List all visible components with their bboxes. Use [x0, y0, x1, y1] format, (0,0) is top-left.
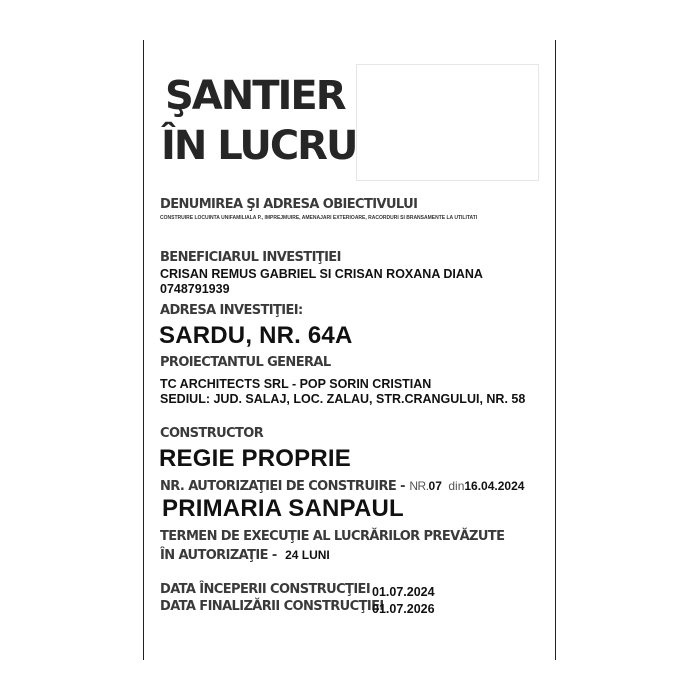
logo-placeholder — [356, 64, 539, 181]
designer-seat: SEDIUL: JUD. SALAJ, LOC. ZALAU, STR.CRANGULUI, NR. 58 — [160, 392, 526, 406]
beneficiary-label: BENEFICIARUL INVESTIŢIEI — [160, 250, 341, 265]
address-label: ADRESA INVESTIŢIEI: — [160, 303, 303, 318]
term-line2 — [160, 546, 330, 564]
permit-date-prefix: din — [448, 479, 465, 493]
start-date-value: 01.07.2024 — [372, 585, 435, 599]
permit-number: 07 — [428, 479, 442, 493]
permit-line — [160, 477, 524, 495]
end-date-value: 01.07.2026 — [372, 602, 435, 616]
beneficiary-name: CRISAN REMUS GABRIEL SI CRISAN ROXANA DIANA — [160, 267, 483, 281]
start-date-label: DATA ÎNCEPERII CONSTRUCŢIEI — [160, 582, 371, 597]
sign-title-line1: ŞANTIER — [165, 73, 345, 119]
end-date-label: DATA FINALIZĂRII CONSTRUCŢIEI — [160, 599, 384, 614]
sign-title-line2: ÎN LUCRU — [161, 123, 357, 169]
permit-nr-prefix: NR. — [409, 479, 429, 493]
designer-label: PROIECTANTUL GENERAL — [160, 355, 331, 370]
term-value: 24 LUNI — [285, 548, 330, 562]
term-label-line1: TERMEN DE EXECUŢIE AL LUCRĂRILOR PREVĂZUTE — [160, 529, 505, 544]
constructor-value: REGIE PROPRIE — [159, 445, 351, 472]
construction-site-sign — [143, 40, 556, 660]
objective-value: CONSTRUIRE LOCUINTA UNIFAMILIALA P., IMPREJMUIRE, AMENAJARI EXTERIOARE, RACORDURI SI BRANSAMENTE LA UTILITATI — [160, 215, 478, 221]
constructor-label: CONSTRUCTOR — [160, 426, 264, 441]
address-value: SARDU, NR. 64A — [159, 322, 353, 349]
objective-label: DENUMIREA ŞI ADRESA OBIECTIVULUI — [160, 197, 418, 212]
term-label-line2: ÎN AUTORIZAŢIE - — [160, 548, 277, 563]
beneficiary-phone: 0748791939 — [160, 282, 230, 296]
permit-label: NR. AUTORIZAŢIEI DE CONSTRUIRE - — [160, 479, 405, 494]
designer-name: TC ARCHITECTS SRL - POP SORIN CRISTIAN — [160, 377, 432, 391]
permit-date: 16.04.2024 — [464, 479, 525, 493]
permit-issuer: PRIMARIA SANPAUL — [162, 495, 404, 522]
